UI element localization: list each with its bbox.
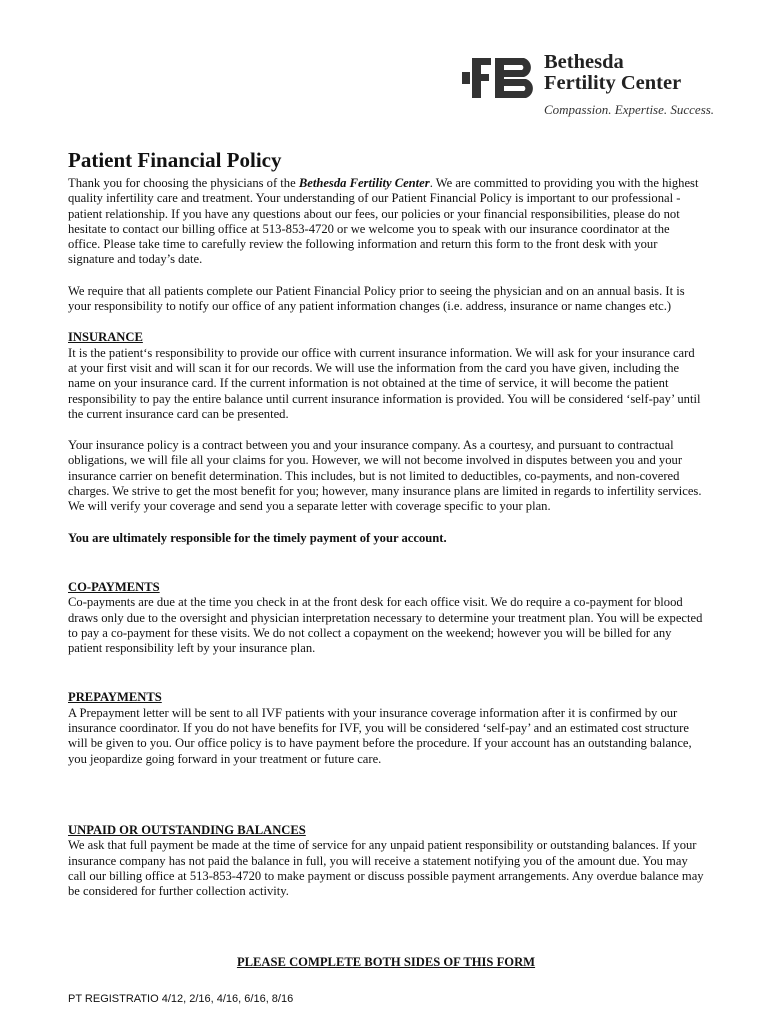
copayments-paragraph: Co-payments are due at the time you check in at the front desk for each office visit. We do require a co-payment for blood draws only due to the oversight and physician interpretation necessary to determine your treatment plan. You will be expected to pay a co-payment for these visits. We do not collect a copayment on the weekend; however you will be billed for any patient responsibility left by your insurance plan. — [68, 595, 703, 656]
form-revision-footer: PT REGISTRATIO 4/12, 2/16, 4/16, 6/16, 8/16 — [68, 993, 294, 1005]
page-title: Patient Financial Policy — [68, 148, 282, 172]
copayments-heading: CO-PAYMENTS — [68, 579, 160, 594]
unpaid-balances-paragraph: We ask that full payment be made at the time of service for any unpaid patient responsibility or outstanding balances. If your insurance company has not paid the balance in full, you will receive a statement notifying you of the amount due. You may call our billing office at 513-853-4720 to make payment or discuss possible payment arrangements. Any overdue balance may be considered for further collection activity. — [68, 838, 704, 899]
logo-name-line2: Fertility Center — [544, 72, 682, 94]
insurance-heading: INSURANCE — [68, 330, 143, 345]
prepayments-paragraph: A Prepayment letter will be sent to all IVF patients with your insurance coverage information after it is confirmed by our insurance coordinator. If you do not have benefits for IVF, you will be considered ‘self-pay’ and an estimated cost structure will be given to you. Our office policy is to have payment before the procedure. If your account has an outstanding balance, you jeopardize going forward in your treatment or future care. — [68, 705, 692, 766]
unpaid-balances-heading: UNPAID OR OUTSTANDING BALANCES — [68, 822, 306, 837]
bethesda-logo — [462, 51, 715, 122]
complete-both-sides-notice: PLEASE COMPLETE BOTH SIDES OF THIS FORM — [236, 955, 536, 970]
logo-name-line1: Bethesda — [544, 51, 624, 73]
responsibility-statement: You are ultimately responsible for the timely payment of your account. — [68, 530, 447, 545]
insurance-paragraph-1: It is the patient‘s responsibility to provide our office with current insurance information. We will ask for your insurance card at your first visit and will scan it for our records. We will use the information from the card you have given, including the name on your insurance card. If the current information is not obtained at the time of service, it will become the patient responsibility to pay the entire balance until current insurance information is provided. You will be considered ‘self-pay’ until the current insurance card can be presented. — [68, 345, 701, 421]
practice-name: Bethesda Fertility Center — [298, 176, 430, 190]
logo-tagline: Compassion. Expertise. Success. — [544, 102, 715, 117]
policy-content — [68, 148, 704, 970]
annual-policy-paragraph: We require that all patients complete our Patient Financial Policy prior to seeing the physician and on an annual basis. It is your responsibility to notify our office of any patient information changes (i.e. address, insurance or name changes etc.) — [68, 283, 685, 314]
bfc-logo-mark-icon — [462, 56, 538, 100]
logo-name — [544, 52, 681, 94]
intro-paragraph: Thank you for choosing the physicians of the Bethesda Fertility Center. We are committed to providing you with the highest quality infertility care and treatment. Your understanding of our Patient Financial Policy is important to our professional - patient relationship. If you have any questions about our fees, our policies or your financial responsibilities, please do not hesitate to contact our billing office at 513-853-4720 or we welcome you to speak with our insurance coordinator at the office. Please take time to carefully review the following information and return this form to the front desk with your signature and today’s date. — [68, 176, 699, 267]
prepayments-heading: PREPAYMENTS — [68, 690, 162, 705]
insurance-paragraph-2: Your insurance policy is a contract between you and your insurance company. As a courtesy, and pursuant to contractual obligations, we will file all your claims for you. However, we will not become involved in disputes between you and your insurance carrier on benefit determination. This includes, but is not limited to deductibles, co-payments, and non-covered charges. We strive to get the most benefit for you; however, many insurance plans are limited in regards to infertility services. We will verify your coverage and send you a separate letter with coverage specific to your plan. — [68, 438, 702, 514]
